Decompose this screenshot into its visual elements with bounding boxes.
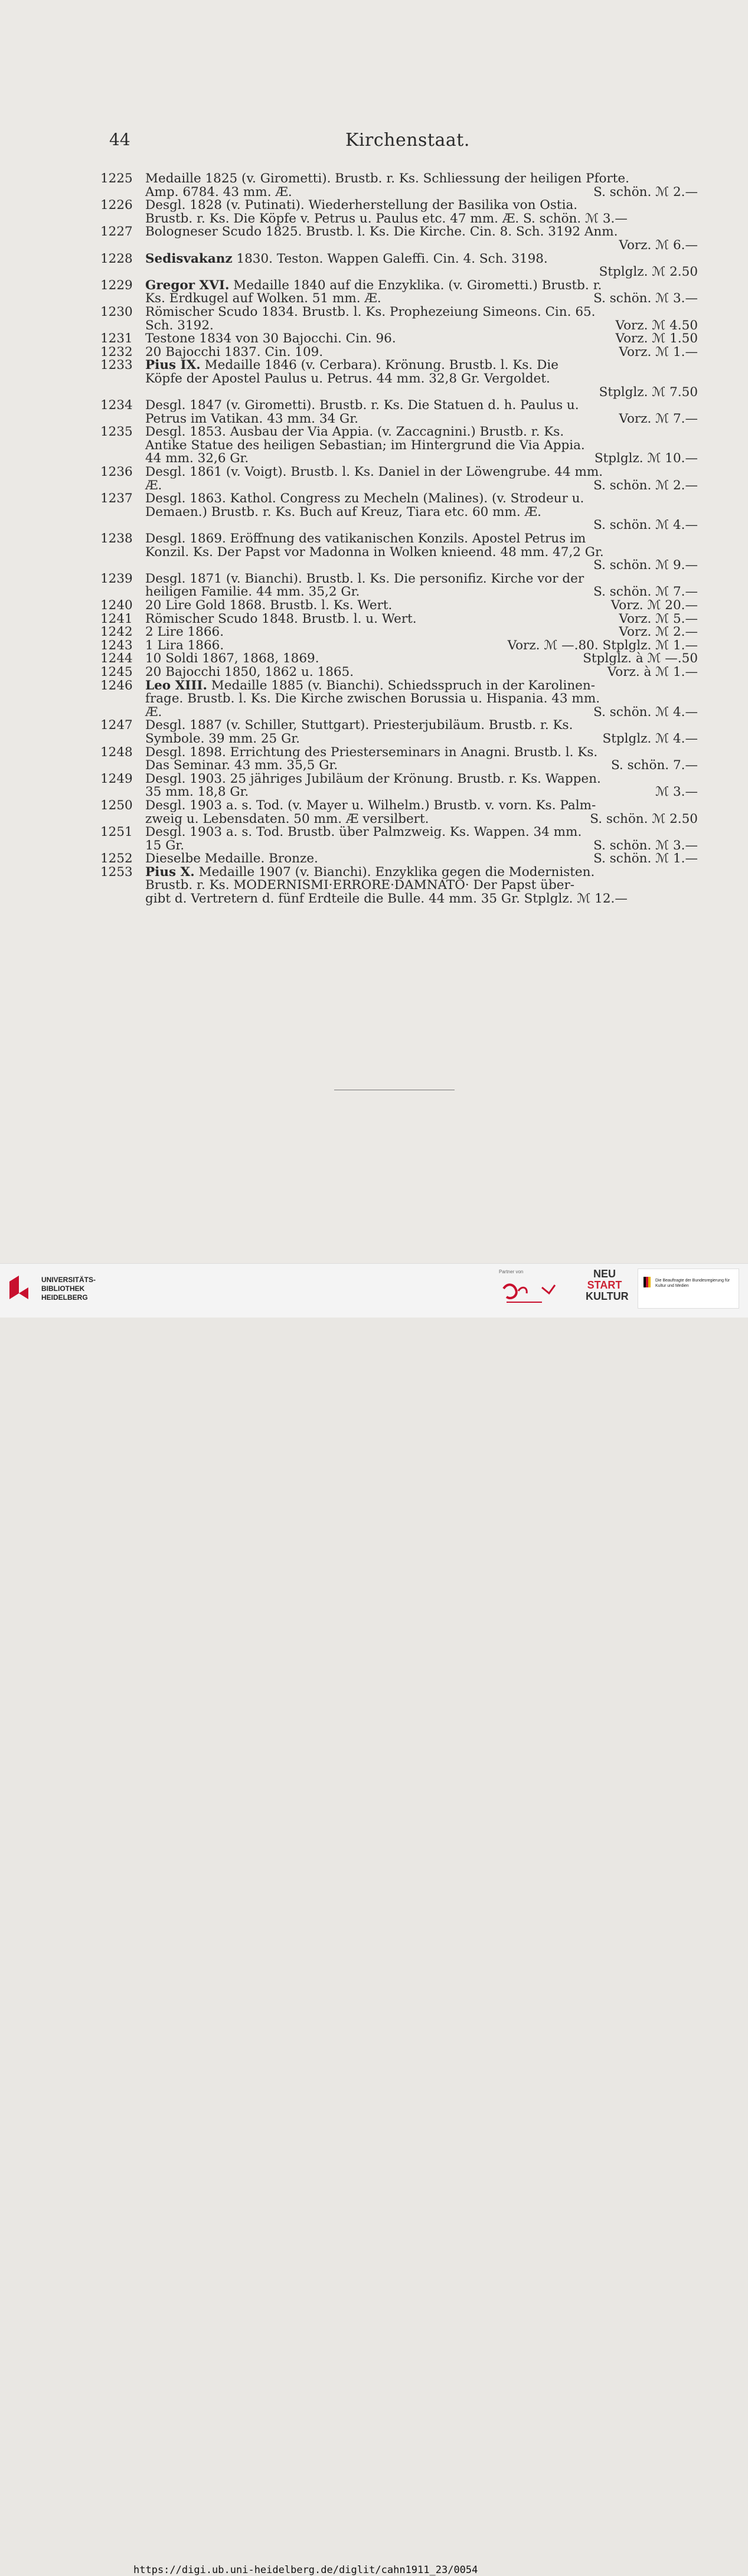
entry-text bbox=[145, 279, 602, 293]
entry-line bbox=[145, 786, 698, 799]
partner-label: Partner von bbox=[499, 1269, 524, 1274]
ruler-name: Pius IX. bbox=[145, 358, 201, 373]
entry-grade-price: Vorz. ℳ 4.50 bbox=[615, 318, 698, 333]
entry-description bbox=[145, 346, 698, 359]
university-library-name[interactable]: UNIVERSITÄTS- BIBLIOTHEK HEIDELBERG bbox=[41, 1276, 96, 1302]
entry-text-content: heiligen Familie. 44 mm. 35,2 Gr. bbox=[145, 584, 360, 600]
entry-line bbox=[145, 799, 698, 813]
entry-line bbox=[145, 332, 698, 346]
catalogue-entry bbox=[100, 652, 698, 666]
entry-text-content: frage. Brustb. l. Ks. Die Kirche zwischen Borussia u. Hispania. 43 mm. bbox=[145, 691, 600, 707]
entry-grade-price: S. schön. ℳ 4.— bbox=[593, 704, 698, 720]
deutsche-digitale-bibliothek-logo-icon[interactable] bbox=[501, 1277, 566, 1306]
entry-grade-price: Stplglz. à ℳ —.50 bbox=[583, 651, 698, 666]
entry-line bbox=[145, 199, 698, 213]
entry-number: 1253 bbox=[100, 864, 133, 880]
entry-text-content: Desgl. 1861 (v. Voigt). Brustb. l. Ks. Daniel in der Löwengrube. 44 mm. bbox=[145, 465, 603, 480]
entry-line bbox=[145, 253, 698, 266]
entry-description bbox=[145, 172, 698, 199]
scanned-page bbox=[0, 0, 748, 1263]
entry-text-content: 20 Bajocchi 1837. Cin. 109. bbox=[145, 344, 324, 359]
entry-line bbox=[145, 225, 698, 239]
running-title: Kirchenstaat. bbox=[345, 130, 470, 151]
entry-grade-price: S. schön. ℳ 2.— bbox=[593, 184, 698, 200]
catalogue-entry bbox=[100, 626, 698, 639]
catalogue-entry bbox=[100, 599, 698, 613]
entry-text bbox=[145, 626, 224, 639]
catalogue-entry bbox=[100, 225, 698, 252]
entry-line bbox=[145, 679, 698, 693]
entry-line bbox=[145, 586, 698, 599]
entry-text-content: Symbole. 39 mm. 25 Gr. bbox=[145, 731, 300, 746]
entry-number: 1231 bbox=[100, 331, 133, 346]
catalogue-entry bbox=[100, 773, 698, 799]
federal-eagle-icon bbox=[644, 1277, 652, 1287]
entry-number: 1246 bbox=[100, 678, 133, 693]
catalogue-entry bbox=[100, 172, 698, 199]
entry-text bbox=[145, 225, 618, 239]
entry-grade-price: Vorz. ℳ 6.— bbox=[619, 237, 698, 253]
entry-line bbox=[145, 292, 698, 306]
entry-text bbox=[145, 652, 319, 666]
ruler-name: Sedisvakanz bbox=[145, 251, 233, 266]
entry-text-content: 44 mm. 32,6 Gr. bbox=[145, 451, 249, 466]
entry-text bbox=[145, 172, 629, 186]
entry-text bbox=[145, 826, 582, 839]
entry-grade-price: Stplglz. ℳ 2.50 bbox=[599, 264, 698, 280]
entry-text bbox=[145, 426, 564, 439]
entry-line bbox=[145, 639, 698, 653]
entry-text bbox=[145, 893, 628, 906]
entry-description bbox=[145, 652, 698, 666]
entry-text-content: Petrus im Vatikan. 43 mm. 34 Gr. bbox=[145, 411, 358, 426]
entry-line bbox=[145, 359, 698, 372]
neustart-kultur-logo[interactable]: NEU START KULTUR bbox=[586, 1268, 629, 1302]
entry-description bbox=[145, 626, 698, 639]
entry-number: 1232 bbox=[100, 344, 133, 359]
entry-line bbox=[145, 773, 698, 786]
entry-text-content: Desgl. 1898. Errichtung des Priesterseminars in Anagni. Brustb. l. Ks. bbox=[145, 744, 598, 760]
catalogue-entry bbox=[100, 799, 698, 826]
entry-text bbox=[145, 799, 596, 813]
entry-text-content: 20 Bajocchi 1850, 1862 u. 1865. bbox=[145, 664, 354, 679]
entry-grade-price: S. schön. ℳ 3.— bbox=[593, 838, 698, 853]
entry-number: 1235 bbox=[100, 424, 133, 440]
entry-text bbox=[145, 839, 184, 853]
entry-text-content: Desgl. 1863. Kathol. Congress zu Mecheln (Malines). (v. Strodeur u. bbox=[145, 491, 584, 506]
entry-number: 1242 bbox=[100, 625, 133, 640]
entry-line bbox=[145, 452, 698, 466]
entry-description bbox=[145, 279, 698, 306]
entry-line bbox=[145, 546, 698, 560]
entry-text-content: Römischer Scudo 1848. Brustb. l. u. Wert. bbox=[145, 611, 417, 626]
entry-text bbox=[145, 532, 586, 546]
entry-number: 1249 bbox=[100, 771, 133, 786]
entry-line bbox=[145, 706, 698, 720]
entry-text bbox=[145, 573, 584, 586]
entry-text bbox=[145, 332, 396, 346]
entry-line bbox=[145, 466, 698, 479]
entry-line bbox=[145, 172, 698, 186]
entry-text-content: Medaille 1840 auf die Enzyklika. (v. Girometti.) Brustb. r. bbox=[229, 277, 602, 293]
catalogue-entry bbox=[100, 666, 698, 679]
entry-text bbox=[145, 466, 603, 479]
entry-description bbox=[145, 492, 698, 532]
entry-number: 1244 bbox=[100, 651, 133, 666]
entry-text bbox=[145, 666, 354, 679]
entry-line bbox=[145, 399, 698, 413]
entry-text-content: Medaille 1885 (v. Bianchi). Schiedsspruch in der Karolinen- bbox=[207, 678, 596, 693]
entry-number: 1225 bbox=[100, 171, 133, 186]
entry-text-content: Konzil. Ks. Der Papst vor Madonna in Wolken knieend. 48 mm. 47,2 Gr. bbox=[145, 544, 604, 560]
catalogue-entry bbox=[100, 826, 698, 852]
entry-text-content: Desgl. 1887 (v. Schiller, Stuttgart). Priesterjubiläum. Brustb. r. Ks. bbox=[145, 718, 573, 733]
entry-grade-price: S. schön. ℳ 2.50 bbox=[590, 811, 698, 826]
catalogue-entry bbox=[100, 253, 698, 279]
entry-text bbox=[145, 439, 585, 453]
entry-description bbox=[145, 359, 698, 399]
catalogue-entry bbox=[100, 866, 698, 906]
entry-description bbox=[145, 532, 698, 573]
entry-number: 1227 bbox=[100, 224, 133, 240]
entry-line bbox=[145, 666, 698, 679]
entry-text-content: 10 Soldi 1867, 1868, 1869. bbox=[145, 651, 319, 666]
entry-text-content: Desgl. 1903. 25 jähriges Jubiläum der Krönung. Brustb. r. Ks. Wappen. bbox=[145, 771, 601, 786]
entry-text-content: Dieselbe Medaille. Bronze. bbox=[145, 851, 318, 867]
entry-number: 1229 bbox=[100, 277, 133, 293]
entry-description bbox=[145, 399, 698, 426]
entry-grade-price: Stplglz. ℳ 10.— bbox=[594, 451, 698, 466]
entry-text bbox=[145, 866, 595, 880]
entry-description bbox=[145, 852, 698, 866]
entry-text-content: 15 Gr. bbox=[145, 838, 185, 853]
entry-description bbox=[145, 426, 698, 466]
entry-line bbox=[145, 426, 698, 439]
entry-description bbox=[145, 679, 698, 720]
entry-number: 1240 bbox=[100, 598, 133, 613]
entry-number: 1245 bbox=[100, 664, 133, 679]
entry-text bbox=[145, 506, 541, 519]
entry-text-content: Desgl. 1869. Eröffnung des vatikanischen Konzils. Apostel Petrus im bbox=[145, 531, 586, 547]
entry-line bbox=[145, 386, 698, 400]
entry-description bbox=[145, 719, 698, 746]
entry-text-content: 2 Lire 1866. bbox=[145, 625, 224, 640]
entry-line bbox=[145, 826, 698, 839]
entry-text bbox=[145, 399, 579, 413]
entry-description bbox=[145, 306, 698, 332]
entry-text-content: Desgl. 1847 (v. Girometti). Brustb. r. Ks. Die Statuen d. h. Paulus u. bbox=[145, 398, 579, 413]
entry-text-content: Bologneser Scudo 1825. Brustb. l. Ks. Die Kirche. Cin. 8. Sch. 3192 Anm. bbox=[145, 224, 618, 240]
entry-number: 1238 bbox=[100, 531, 133, 547]
university-library-logo-icon[interactable] bbox=[7, 1273, 31, 1302]
entry-text-content: 35 mm. 18,8 Gr. bbox=[145, 784, 249, 800]
entry-description bbox=[145, 225, 698, 252]
entry-description bbox=[145, 253, 698, 279]
entry-text bbox=[145, 746, 597, 760]
entry-text-content: Testone 1834 von 30 Bajocchi. Cin. 96. bbox=[145, 331, 396, 346]
entry-text bbox=[145, 372, 550, 386]
entry-grade-price: Vorz. ℳ —.80. Stplglz. ℳ 1.— bbox=[507, 638, 698, 653]
entry-grade-price: Vorz. à ℳ 1.— bbox=[607, 664, 698, 679]
entry-line bbox=[145, 186, 698, 200]
entry-text bbox=[145, 599, 392, 613]
entry-line bbox=[145, 559, 698, 573]
entry-line bbox=[145, 652, 698, 666]
entry-line bbox=[145, 279, 698, 293]
entry-line bbox=[145, 613, 698, 626]
entry-text bbox=[145, 186, 292, 200]
catalogue-entry bbox=[100, 852, 698, 866]
entry-text bbox=[145, 213, 628, 226]
entry-text bbox=[145, 292, 381, 306]
entry-number: 1233 bbox=[100, 358, 133, 373]
entry-text-content: Ks. Erdkugel auf Wolken. 51 mm. Æ. bbox=[145, 291, 381, 306]
entry-text-content: Amp. 6784. 43 mm. Æ. bbox=[145, 184, 292, 200]
entry-text-content: Antike Statue des heiligen Sebastian; im Hintergrund die Via Appia. bbox=[145, 437, 585, 453]
entry-text-content: Demaen.) Brustb. r. Ks. Buch auf Kreuz, Tiara etc. 60 mm. Æ. bbox=[145, 504, 541, 519]
entry-text-content: Medaille 1907 (v. Bianchi). Enzyklika gegen die Modernisten. bbox=[194, 864, 595, 880]
ruler-name: Gregor XVI. bbox=[145, 277, 230, 293]
entry-line bbox=[145, 519, 698, 532]
entry-text bbox=[145, 706, 162, 720]
entry-text bbox=[145, 733, 300, 746]
entry-number: 1234 bbox=[100, 398, 133, 413]
entry-text bbox=[145, 613, 417, 626]
entry-text-content: Medaille 1825 (v. Girometti). Brustb. r. Ks. Schliessung der heiligen Pforte. bbox=[145, 171, 629, 186]
entry-line bbox=[145, 879, 698, 893]
entry-text-content: Sch. 3192. bbox=[145, 318, 214, 333]
entry-text bbox=[145, 319, 214, 333]
entry-number: 1241 bbox=[100, 611, 133, 626]
entry-text-content: 1 Lira 1866. bbox=[145, 638, 224, 653]
entry-text bbox=[145, 413, 358, 426]
entry-grade-price: Vorz. ℳ 5.— bbox=[619, 611, 698, 626]
entry-text-content: Desgl. 1903 a. s. Tod. Brustb. über Palmzweig. Ks. Wappen. 34 mm. bbox=[145, 825, 582, 840]
entry-text-content: Æ. bbox=[145, 704, 162, 720]
entry-number: 1228 bbox=[100, 251, 133, 266]
entry-line bbox=[145, 852, 698, 866]
entry-line bbox=[145, 599, 698, 613]
entry-line bbox=[145, 893, 698, 906]
entry-number: 1248 bbox=[100, 744, 133, 760]
entry-grade-price: Vorz. ℳ 2.— bbox=[619, 625, 698, 640]
catalogue-entry bbox=[100, 279, 698, 306]
entry-line bbox=[145, 306, 698, 319]
entry-grade-price: S. schön. 7.— bbox=[610, 758, 698, 773]
entry-line bbox=[145, 506, 698, 519]
entry-number: 1230 bbox=[100, 304, 133, 319]
entry-grade-price: Vorz. ℳ 20.— bbox=[610, 598, 698, 613]
entry-text bbox=[145, 879, 574, 893]
catalogue-entry bbox=[100, 639, 698, 653]
entry-text-content: Desgl. 1828 (v. Putinati). Wiederherstellung der Basilika von Ostia. bbox=[145, 198, 578, 213]
entry-line bbox=[145, 346, 698, 359]
entry-line bbox=[145, 492, 698, 506]
entry-description bbox=[145, 599, 698, 613]
entry-grade-price: Stplglz. ℳ 7.50 bbox=[599, 384, 698, 400]
catalogue-entry bbox=[100, 719, 698, 746]
federal-government-text: Die Beauftragte der Bundesregierung für Kultur und Medien bbox=[655, 1279, 730, 1288]
entry-grade-price: Vorz. ℳ 1.50 bbox=[615, 331, 698, 346]
entry-text bbox=[145, 786, 249, 799]
entry-grade-price: S. schön. ℳ 3.— bbox=[593, 291, 698, 306]
entry-line bbox=[145, 319, 698, 333]
entry-line bbox=[145, 746, 698, 760]
entry-line bbox=[145, 239, 698, 253]
entry-text-content: Köpfe der Apostel Paulus u. Petrus. 44 mm. 32,8 Gr. Vergoldet. bbox=[145, 371, 550, 386]
entry-text bbox=[145, 679, 595, 693]
entry-text bbox=[145, 546, 604, 560]
entry-description bbox=[145, 866, 698, 906]
entry-text-content: Æ. bbox=[145, 478, 162, 493]
entry-line bbox=[145, 372, 698, 386]
entry-text bbox=[145, 852, 318, 866]
entry-number: 1236 bbox=[100, 465, 133, 480]
entry-text-content: 20 Lire Gold 1868. Brustb. l. Ks. Wert. bbox=[145, 598, 393, 613]
entry-grade-price: S. schön. ℳ 2.— bbox=[593, 478, 698, 493]
entry-text bbox=[145, 346, 323, 359]
entry-grade-price: Stplglz. ℳ 4.— bbox=[602, 731, 698, 746]
entry-number: 1239 bbox=[100, 571, 133, 586]
entry-text bbox=[145, 253, 548, 266]
entry-text-content: zweig u. Lebensdaten. 50 mm. Æ versilbert. bbox=[145, 811, 429, 826]
catalogue-entry bbox=[100, 332, 698, 346]
entry-description bbox=[145, 199, 698, 225]
entry-line bbox=[145, 839, 698, 853]
entry-text-content: Römischer Scudo 1834. Brustb. l. Ks. Prophezeiung Simeons. Cin. 65. bbox=[145, 304, 596, 319]
entry-line bbox=[145, 733, 698, 746]
catalogue-entry bbox=[100, 679, 698, 720]
footer-bar bbox=[0, 1263, 748, 2576]
catalogue-entry bbox=[100, 573, 698, 599]
entry-line bbox=[145, 626, 698, 639]
entry-line bbox=[145, 266, 698, 279]
federal-government-logo-box[interactable] bbox=[638, 1269, 739, 1309]
entry-text bbox=[145, 773, 601, 786]
ruler-name: Leo XIII. bbox=[145, 678, 207, 693]
entry-description bbox=[145, 666, 698, 679]
catalogue-entry bbox=[100, 306, 698, 332]
entry-description bbox=[145, 773, 698, 799]
catalogue-entries bbox=[100, 172, 698, 906]
entry-text bbox=[145, 306, 596, 319]
page-number: 44 bbox=[109, 130, 130, 149]
catalogue-entry bbox=[100, 492, 698, 532]
entry-grade-price: Vorz. ℳ 1.— bbox=[619, 344, 698, 359]
entry-grade-price: S. schön. ℳ 4.— bbox=[593, 518, 698, 533]
entry-description bbox=[145, 466, 698, 492]
page-url[interactable]: https://digi.ub.uni-heidelberg.de/diglit/cahn1911_23/0054 bbox=[133, 2564, 478, 2576]
catalogue-entry bbox=[100, 346, 698, 359]
entry-text bbox=[145, 719, 573, 733]
entry-text-content: Desgl. 1853. Ausbau der Via Appia. (v. Zaccagnini.) Brustb. r. Ks. bbox=[145, 424, 564, 440]
entry-text-content: gibt d. Vertretern d. fünf Erdteile die Bulle. 44 mm. 35 Gr. Stplglz. ℳ 12.— bbox=[145, 891, 628, 907]
entry-number: 1226 bbox=[100, 198, 133, 213]
entry-line bbox=[145, 719, 698, 733]
entry-number: 1247 bbox=[100, 718, 133, 733]
entry-grade-price: Vorz. ℳ 7.— bbox=[619, 411, 698, 426]
catalogue-entry bbox=[100, 532, 698, 573]
entry-text-content: 1830. Teston. Wappen Galeffi. Cin. 4. Sch. 3198. bbox=[232, 251, 548, 266]
catalogue-entry bbox=[100, 426, 698, 466]
entry-grade-price: ℳ 3.— bbox=[655, 784, 698, 800]
page-header bbox=[109, 130, 700, 153]
entry-text bbox=[145, 199, 577, 213]
entry-text bbox=[145, 492, 584, 506]
entry-grade-price: S. schön. ℳ 1.— bbox=[593, 851, 698, 867]
entry-text bbox=[145, 479, 162, 493]
catalogue-entry bbox=[100, 399, 698, 426]
entry-line bbox=[145, 439, 698, 453]
entry-line bbox=[145, 413, 698, 426]
entry-line bbox=[145, 479, 698, 493]
entry-grade-price: S. schön. ℳ 7.— bbox=[593, 584, 698, 600]
entry-number: 1252 bbox=[100, 851, 133, 867]
entry-line bbox=[145, 532, 698, 546]
entry-text bbox=[145, 359, 558, 372]
catalogue-entry bbox=[100, 746, 698, 773]
entry-number: 1243 bbox=[100, 638, 133, 653]
entry-text bbox=[145, 759, 338, 773]
entry-description bbox=[145, 639, 698, 653]
catalogue-entry bbox=[100, 466, 698, 492]
entry-line bbox=[145, 692, 698, 706]
entry-description bbox=[145, 573, 698, 599]
entry-text-content: Brustb. r. Ks. Die Köpfe v. Petrus u. Paulus etc. 47 mm. Æ. S. schön. ℳ 3.— bbox=[145, 211, 628, 226]
entry-description bbox=[145, 332, 698, 346]
entry-number: 1250 bbox=[100, 797, 133, 813]
catalogue-entry bbox=[100, 199, 698, 225]
entry-text-content: Desgl. 1871 (v. Bianchi). Brustb. l. Ks. Die personifiz. Kirche vor der bbox=[145, 571, 584, 586]
entry-text bbox=[145, 452, 249, 466]
entry-text bbox=[145, 639, 224, 653]
entry-text-content: Medaille 1846 (v. Cerbara). Krönung. Brustb. l. Ks. Die bbox=[200, 358, 558, 373]
catalogue-entry bbox=[100, 613, 698, 626]
ruler-name: Pius X. bbox=[145, 864, 195, 880]
entry-number: 1237 bbox=[100, 491, 133, 506]
entry-line bbox=[145, 866, 698, 880]
entry-description bbox=[145, 826, 698, 852]
entry-line bbox=[145, 759, 698, 773]
entry-line bbox=[145, 213, 698, 226]
entry-number: 1251 bbox=[100, 825, 133, 840]
entry-text-content: Desgl. 1903 a. s. Tod. (v. Mayer u. Wilhelm.) Brustb. v. vorn. Ks. Palm- bbox=[145, 797, 596, 813]
entry-text bbox=[145, 692, 600, 706]
entry-text-content: Brustb. r. Ks. MODERNISMI·ERRORE·DAMNATO· Der Papst über- bbox=[145, 878, 575, 893]
entry-description bbox=[145, 613, 698, 626]
entry-text-content: Das Seminar. 43 mm. 35,5 Gr. bbox=[145, 758, 338, 773]
catalogue-entry bbox=[100, 359, 698, 399]
entry-grade-price: S. schön. ℳ 9.— bbox=[593, 558, 698, 573]
entry-text bbox=[145, 813, 429, 826]
entry-line bbox=[145, 813, 698, 826]
entry-line bbox=[145, 573, 698, 586]
entry-text bbox=[145, 586, 360, 599]
entry-description bbox=[145, 799, 698, 826]
entry-description bbox=[145, 746, 698, 773]
